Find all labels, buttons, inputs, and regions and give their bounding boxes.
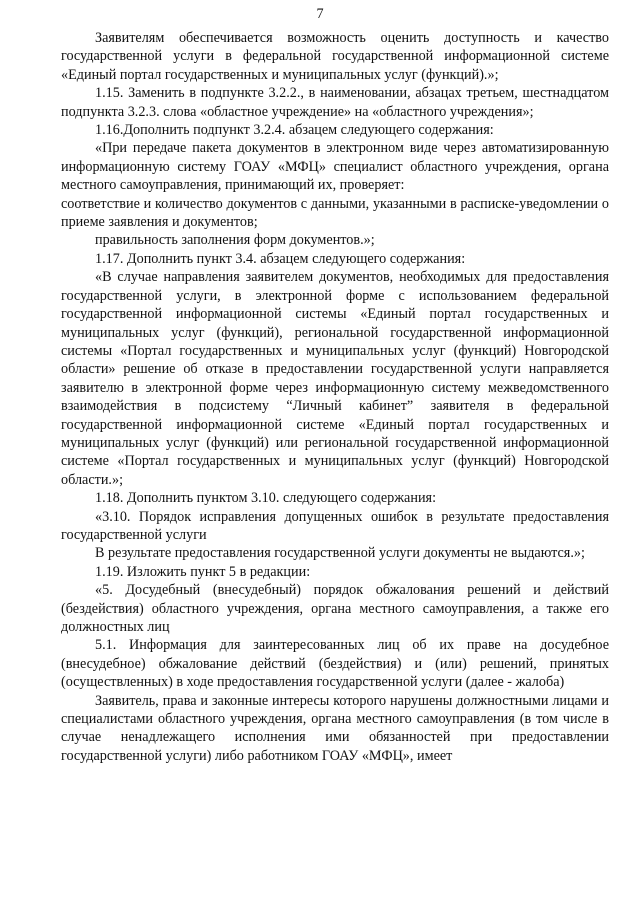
paragraph-quote-section-5: «5. Досудебный (внесудебный) порядок обжалования решений и действий (бездействия) областного учреждения, органа местного самоуправления, а также его должностных лиц (61, 582, 609, 635)
paragraph-quote-electronic-package: «При передаче пакета документов в электронном виде через автоматизированную информационную систему ГОАУ «МФЦ» специалист областного учреждения, органа местного самоуправления, принимающий их, проверяет: (61, 140, 609, 194)
paragraph-item-1-18: 1.18. Дополнить пунктом 3.10. следующего содержания: (95, 490, 437, 507)
paragraph-applicant-rights: Заявитель, права и законные интересы которого нарушены должностными лицами и специалистами областного учреждения, органа местного самоуправления (в том числе в случае ненадлежащего исполнения ими обязанностей при предоставлении государственной услуги) либо работником ГОАУ «МФЦ», имеет (61, 692, 609, 764)
paragraph-evaluation-notice: Заявителям обеспечивается возможность оценить доступность и качество государственной услуги в федеральной государственной информационной системе «Единый портал государственных и муниципальных услуг (функций).»; (61, 30, 609, 83)
paragraph-section-5-1: 5.1. Информация для заинтересованных лиц об их праве на досудебное (внесудебное) обжалование действий (бездействия) и (или) решений, принятых (осуществленных) в ходе предоставления государственной услуги (далее - жалоба) (61, 637, 609, 691)
paragraph-item-1-19: 1.19. Изложить пункт 5 в редакции: (95, 563, 311, 580)
paragraph-form-correctness: правильность заполнения форм документов.»; (95, 232, 375, 249)
page-number: 7 (316, 6, 324, 22)
document-body (61, 29, 609, 765)
paragraph-document-compliance: соответствие и количество документов с данными, указанными в расписке-уведомлении о приеме заявления и документов; (61, 195, 609, 231)
paragraph-quote-refusal-decision: «В случае направления заявителем документов, необходимых для предоставления государственной услуги, в электронной форме с использованием федеральной государственной информационной системы «Единый портал государственных и муниципальных услуг (функций), региональной государственной информационной системы «Портал государственных и муниципальных услуг (функций) Новгородской области» решение об отказе в предоставлении государственной услуги направляется заявителю в электронной форме через информационную систему межведомственного взаимодействия в подсистему “Личный кабинет” заявителя в федеральной государственной информационной системе «Единый портал государственных и муниципальных услуг (функций) или региональной государственной информационной системе «Портал государственных и муниципальных услуг (функций) Новгородской области.»; (61, 269, 609, 488)
paragraph-item-1-17: 1.17. Дополнить пункт 3.4. абзацем следующего содержания: (95, 250, 466, 267)
paragraph-item-1-15: 1.15. Заменить в подпункте 3.2.2., в наименовании, абзацах третьем, шестнадцатом подпункта 3.2.3. слова «областное учреждение» на «областного учреждения»; (61, 85, 609, 120)
paragraph-item-1-16: 1.16.Дополнить подпункт 3.2.4. абзацем следующего содержания: (95, 122, 494, 139)
paragraph-documents-not-issued: В результате предоставления государственной услуги документы не выдаются.»; (95, 545, 585, 562)
paragraph-quote-3-10: «3.10. Порядок исправления допущенных ошибок в результате предоставления государственной услуги (61, 508, 609, 543)
